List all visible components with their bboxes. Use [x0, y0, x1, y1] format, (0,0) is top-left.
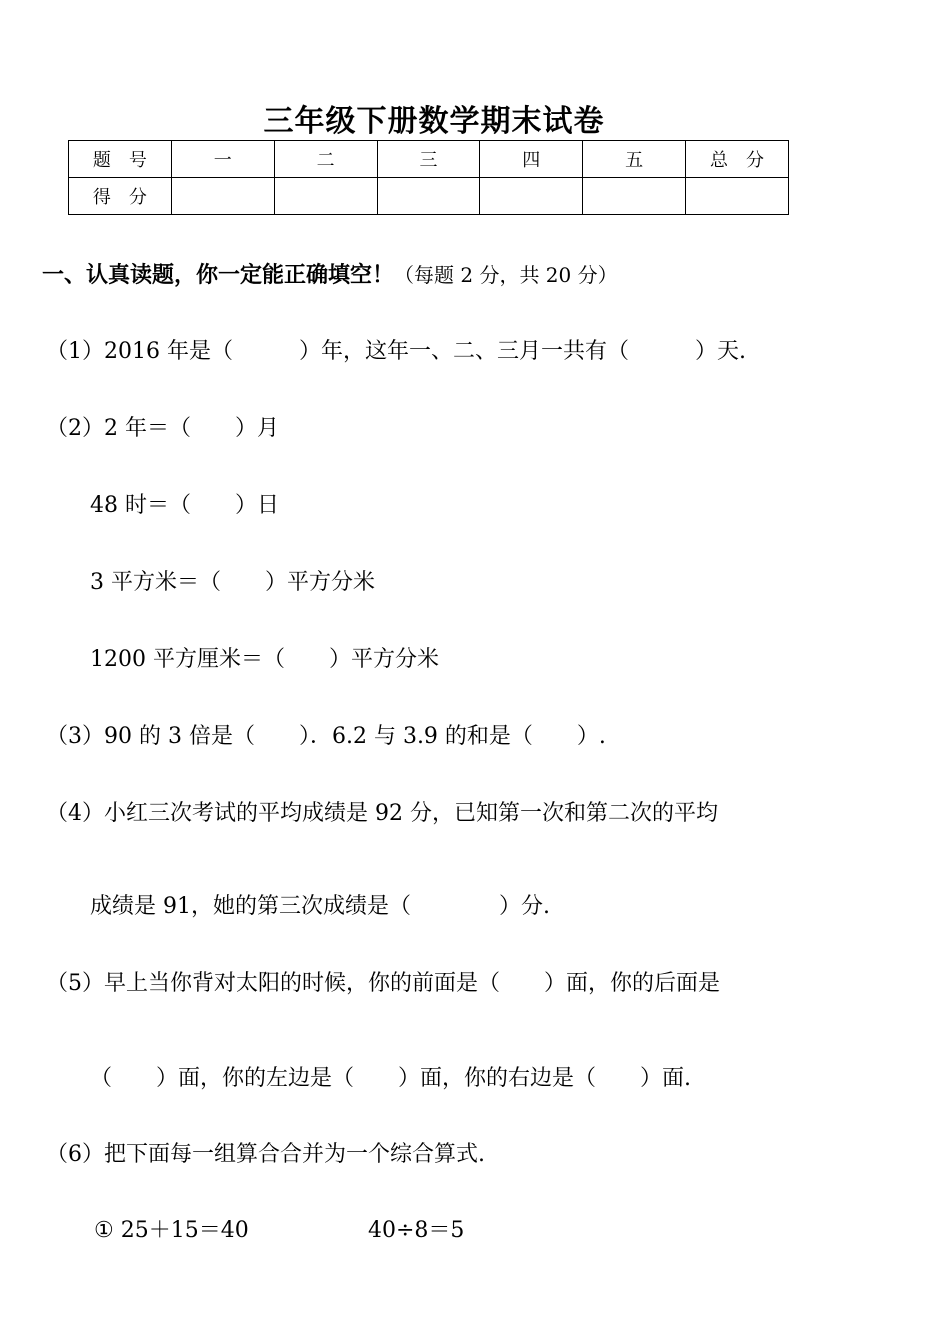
header-cell-part-3: 三 — [377, 141, 480, 178]
header-cell-question-no: 题 号 — [69, 141, 172, 178]
question-6-item-1-step-1: ① 25＋15＝40 — [94, 1218, 249, 1243]
question-2-line-3: 3 平方米＝（ ）平方分米 — [90, 570, 375, 595]
header-cell-part-5: 五 — [583, 141, 686, 178]
header-cell-part-4: 四 — [480, 141, 583, 178]
question-2-line-2: 48 时＝（ ）日 — [90, 493, 279, 518]
header-cell-part-2: 二 — [274, 141, 377, 178]
score-row-label: 得 分 — [69, 178, 172, 215]
question-6-item-1-step-2: 40÷8＝5 — [368, 1218, 465, 1243]
section-1-note: （每题 2 分，共 20 分） — [394, 263, 618, 287]
score-table — [68, 140, 789, 215]
score-cell-part-5[interactable] — [583, 178, 686, 215]
question-5-line-1: （5）早上当你背对太阳的时候，你的前面是（ ）面，你的后面是 — [46, 971, 720, 996]
question-4-line-1: （4）小红三次考试的平均成绩是 92 分，已知第一次和第二次的平均 — [46, 801, 718, 826]
header-cell-total: 总 分 — [686, 141, 789, 178]
score-cell-part-4[interactable] — [480, 178, 583, 215]
question-3: （3）90 的 3 倍是（ ）．6.2 与 3.9 的和是（ ）. — [46, 724, 606, 749]
score-cell-part-3[interactable] — [377, 178, 480, 215]
question-6: （6）把下面每一组算合合并为一个综合算式. — [46, 1142, 485, 1167]
question-4-line-2: 成绩是 91，她的第三次成绩是（ ）分. — [90, 894, 550, 919]
score-cell-total[interactable] — [686, 178, 789, 215]
score-table-header-row — [69, 141, 789, 178]
section-1-heading — [42, 258, 618, 289]
score-cell-part-2[interactable] — [274, 178, 377, 215]
question-2-line-4: 1200 平方厘米＝（ ）平方分米 — [90, 647, 439, 672]
section-1-title: 一、认真读题，你一定能正确填空！ — [42, 263, 395, 288]
question-1: （1）2016 年是（ ）年，这年一、二、三月一共有（ ）天. — [46, 339, 746, 364]
score-table-score-row — [69, 178, 789, 215]
question-2-line-1: （2）2 年＝（ ）月 — [46, 416, 279, 441]
score-cell-part-1[interactable] — [171, 178, 274, 215]
question-5-line-2: （ ）面，你的左边是（ ）面，你的右边是（ ）面. — [90, 1066, 691, 1091]
page-title: 三年级下册数学期末试卷 — [263, 104, 605, 139]
header-cell-part-1: 一 — [171, 141, 274, 178]
